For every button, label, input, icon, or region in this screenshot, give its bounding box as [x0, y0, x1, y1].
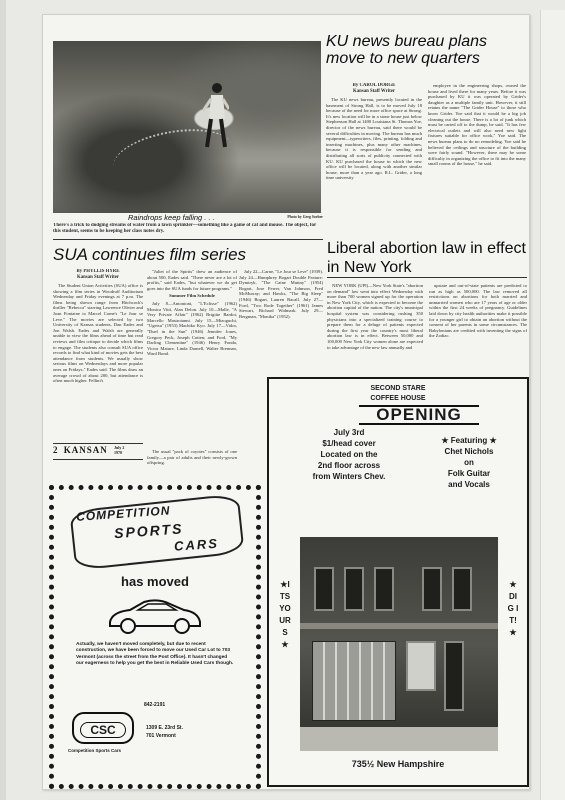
- sports-car-icon: [104, 594, 204, 636]
- window: [344, 567, 364, 611]
- folio: [53, 445, 143, 459]
- sidewalk: [300, 727, 498, 751]
- ad-address-line2: 701 Vermont: [146, 733, 176, 739]
- stare-genre2: and Vocals: [448, 480, 490, 489]
- bureau-col1-text: The KU news bureau, presently located in the basement of Strong Hall, is to be moved July 18 because of the need for more office space at Strong. It's new location will be in a stone house just below Stephenson Hall at 1400 Louisiana St. Thomas Yoe, director of the news bureau, said there would be several difficulties in moving. The bureau has much equipment—typewriters, files, printing, folding and inserting machines, plus many other machines, because it is responsible for sending and distributing all sorts of publicity connected with KU. KU purchased the house in which the new office will be located, along with another similar house, more than a year ago. R.L. Grider, a long time university: [326, 97, 422, 181]
- adjacent-page-edge: [540, 10, 565, 800]
- brand-line3: CARS: [173, 535, 220, 554]
- coyote-filler: [147, 449, 237, 481]
- csc-logo-text: CSC: [80, 722, 126, 738]
- csc-caption: Competition Sports Cars: [68, 748, 122, 753]
- sua-byline-title: Kansan Staff Writer: [77, 275, 119, 280]
- moved-headline: has moved: [121, 574, 189, 589]
- stare-top: SECOND STARE: [370, 385, 426, 392]
- folio-rule-top: [53, 443, 143, 444]
- stare-details: [289, 427, 409, 482]
- phone-number: 842-2191: [144, 702, 166, 708]
- bureau-byline-title: Kansan Staff Writer: [353, 89, 395, 94]
- window: [422, 567, 442, 611]
- folio-page-number: 2: [53, 445, 58, 455]
- window: [452, 567, 472, 611]
- stare-featuring: ★ Featuring ★: [441, 436, 497, 445]
- photo-caption-title: Raindrops keep falling . . .: [128, 213, 215, 222]
- sua-col2-text: "Juliet of the Spirits" drew an audience of about 500, Eades said. "There never are a lot of profits," said Eades, "but whatever we do get goes into the SUA funds for future programs.": [147, 269, 237, 291]
- doorway: [444, 641, 464, 711]
- stare-performer-block: [419, 435, 519, 490]
- csc-logo: [72, 712, 134, 744]
- scan-left-edge: [0, 0, 6, 800]
- sua-schedule-text: July 8—Antonioni, "L'Eclisse" (1962) Monica Vitti, Alan Delon. July 10—Malle, "A Very Private Affair" (1962) Brigitte Bardot, Marcello Mastroianni. July 15—Mizoguchi, "Ugetsu" (1953) Machiko Kyo. July 17—Vidor, "Duel in the Sun" (1946) Jennifer Jones, Gregory Peck, Joseph Cotten; and Ford, "My Darling Clementine" (1946) Henry Fonda, Victor Mature, Linda Darnell, Walter Brennan, Ward Bond.: [147, 300, 237, 357]
- sua-byline: [53, 269, 143, 281]
- abortion-rule: [327, 277, 527, 278]
- photo-caption: There's a trick to dodging streams of water from a lawn sprinkler—something like a game of cat and mouse. The object, for this student, seems to be keeping her class notes dry.: [53, 223, 317, 234]
- sprinkler-photo: [53, 41, 321, 213]
- stare-performer: Chet Nichols: [444, 447, 494, 456]
- storefront-window: [406, 641, 436, 691]
- student-figure: [203, 81, 229, 151]
- brand-line2: SPORTS: [113, 520, 184, 542]
- sua-schedule-title: Summer Film Schedule: [169, 293, 215, 299]
- brand-line1: COMPETITION: [75, 503, 171, 524]
- abortion-col2-text: upstate and out-of-state patients are predicted to run as high as 500,000. The law removed all restrictions on abortions for both married and unmarried women who are 17 years of age or older within the first 24 weeks of pregnancy. Guidelines laid down by city health authorities make it possible for a younger girl to obtain an abortion without the consent of her parents in some circumstances. The Babylonians are credited with inventing the signs of the Zodiac.: [429, 283, 527, 339]
- stare-genre1: Folk Guitar: [447, 469, 491, 478]
- sua-headline: SUA continues film series: [53, 245, 247, 264]
- second-stare-ad: [267, 377, 529, 787]
- abortion-headline: Liberal abortion law in effect in New York: [327, 240, 526, 276]
- window: [374, 567, 394, 611]
- sua-body-col1: [53, 283, 143, 441]
- stare-on: on: [464, 458, 474, 467]
- bureau-col2-text: employee in the engineering shops, owned the house and lived there for many years. Before it was purchased by KU it was operated by Grider's daughter as a multiple family unit. However, it still retains the name "The Grider House" to those who know Grider. Yoe said that it would be a big job cleaning out the house. There is a lot of junk which must be carted off to the dump, he said. "It has few electrical outlets and will also need new light fixtures suitable for office work," Yoe said. The news bureau plans to do no remodeling. Yoe said he believed the ceilings and structure of the building were fairly sound. "However, there may be some difficulty in organizing the office to fit into the many small rooms of the house," he said.: [428, 83, 526, 167]
- bureau-byline-name: By CAROL DORGE: [352, 83, 396, 88]
- stare-loc1: Located on the: [320, 450, 378, 459]
- abortion-body-col2: [429, 283, 527, 375]
- sua-body-col3: [239, 269, 323, 379]
- abortion-body-col1: [327, 283, 423, 375]
- sua-body-col2: [147, 269, 237, 449]
- stare-address: 735½ New Hampshire: [351, 759, 445, 769]
- sua-byline-name: By PHYLLIS HYRE: [76, 269, 120, 274]
- ad-address-line1: 1309 E. 23rd St.: [146, 725, 183, 731]
- side-text-right: ★DIG IT!★: [507, 580, 519, 637]
- bureau-byline: [326, 83, 422, 95]
- folio-date: July 2 1970: [114, 445, 125, 455]
- ad-address: [146, 724, 226, 740]
- side-text-left: ★ITS YOURS★: [279, 580, 291, 649]
- stare-title: OPENING: [359, 405, 479, 425]
- abortion-col1-text: NEW YORK (UPI)—New York State's "abortion on demand" law went into effect Wednesday with more than 700 women signed up for the operation in New York City, which is expected to become the abortion capital of the nation. The city's municipal hospital system was considering rushing 350 physicians into a specialized training course to prepare them for a deluge of patients expected during the first year the country's most liberal abortion law is in effect. Between 50,000 and 100,000 New York City women alone are expected to take advantage of the new law annually and: [327, 283, 423, 350]
- caption-rule: [53, 239, 323, 240]
- stare-loc2: 2nd floor across: [317, 461, 381, 470]
- folio-rule-bottom: [53, 459, 143, 460]
- stare-subtitle: COFFEE HOUSE: [370, 395, 426, 402]
- stare-loc3: from Winters Chev.: [312, 472, 386, 481]
- photo-credit: Photo by Greg Sorber: [287, 215, 323, 219]
- competition-sports-cars-ad: [49, 485, 261, 789]
- building-cornice: [300, 623, 498, 629]
- coyote-filler-text: The usual "pack of coyotes" consists of one family—a pair of adults and their newly-grown offspring.: [147, 449, 237, 466]
- building-photo: [300, 537, 498, 751]
- sua-col1-text: The Student Union Activities (SUA) office is showing a film series in Woodruff Auditorium Wednesday and Friday evenings at 7 p.m. The films being shown range from Hitchcock's thriller "Rebecca" starring Lawrence Olivier and Joan Fontaine to Marcel Carne's "Le Jour se Leve." The movies are selected by two University of Kansas students, Dan Eades and Jon Walsh. Eades and Walsh are generally unable to view the films ahead of time but read reviews and film critique to decide which films to engage. The students also consult SUA office records to find what kind of movies gets the best attendance from students. We usually show serious films on Wednesdays and more popular ones on Fridays," Eades said. The films draw an average crowd of about 200, but attendance is often much higher. Fellini's: [53, 283, 143, 384]
- folio-paper-name: KANSAN: [63, 445, 108, 455]
- bureau-headline: KU news bureau plans move to new quarters: [326, 33, 487, 67]
- moved-body: Actually, we haven't moved completely, but due to recent construction, we have been forced to move our Used Car Lot to 703 Vermont (across the street from the Post Office). It hasn't changed our eagerness to help you get the best in Reliable Used Cars though.: [76, 642, 234, 667]
- sua-col3-text: July 22—Carne, "Le Jour se Leve" (1939). July 24—Humphrey Bogart Double Feature: Dymtryk, "The Caine Mutiny" (1954) Bogart, Jose Ferrer, Van Johnson, Fred McMurray; and Hawks, "The Big Sleep" (1946) Bogart, Lauren Bacall. July 27—Ford, "Two Rode Together" (1961) James Stewart, Richard Widmark. July 29—Bergman, "Monika" (1952).: [239, 269, 323, 319]
- stare-cover: $1/head cover: [322, 439, 376, 448]
- window: [314, 567, 334, 611]
- newspaper-page: [42, 14, 530, 790]
- stare-date: July 3rd: [333, 428, 365, 437]
- garage-door: [312, 641, 396, 721]
